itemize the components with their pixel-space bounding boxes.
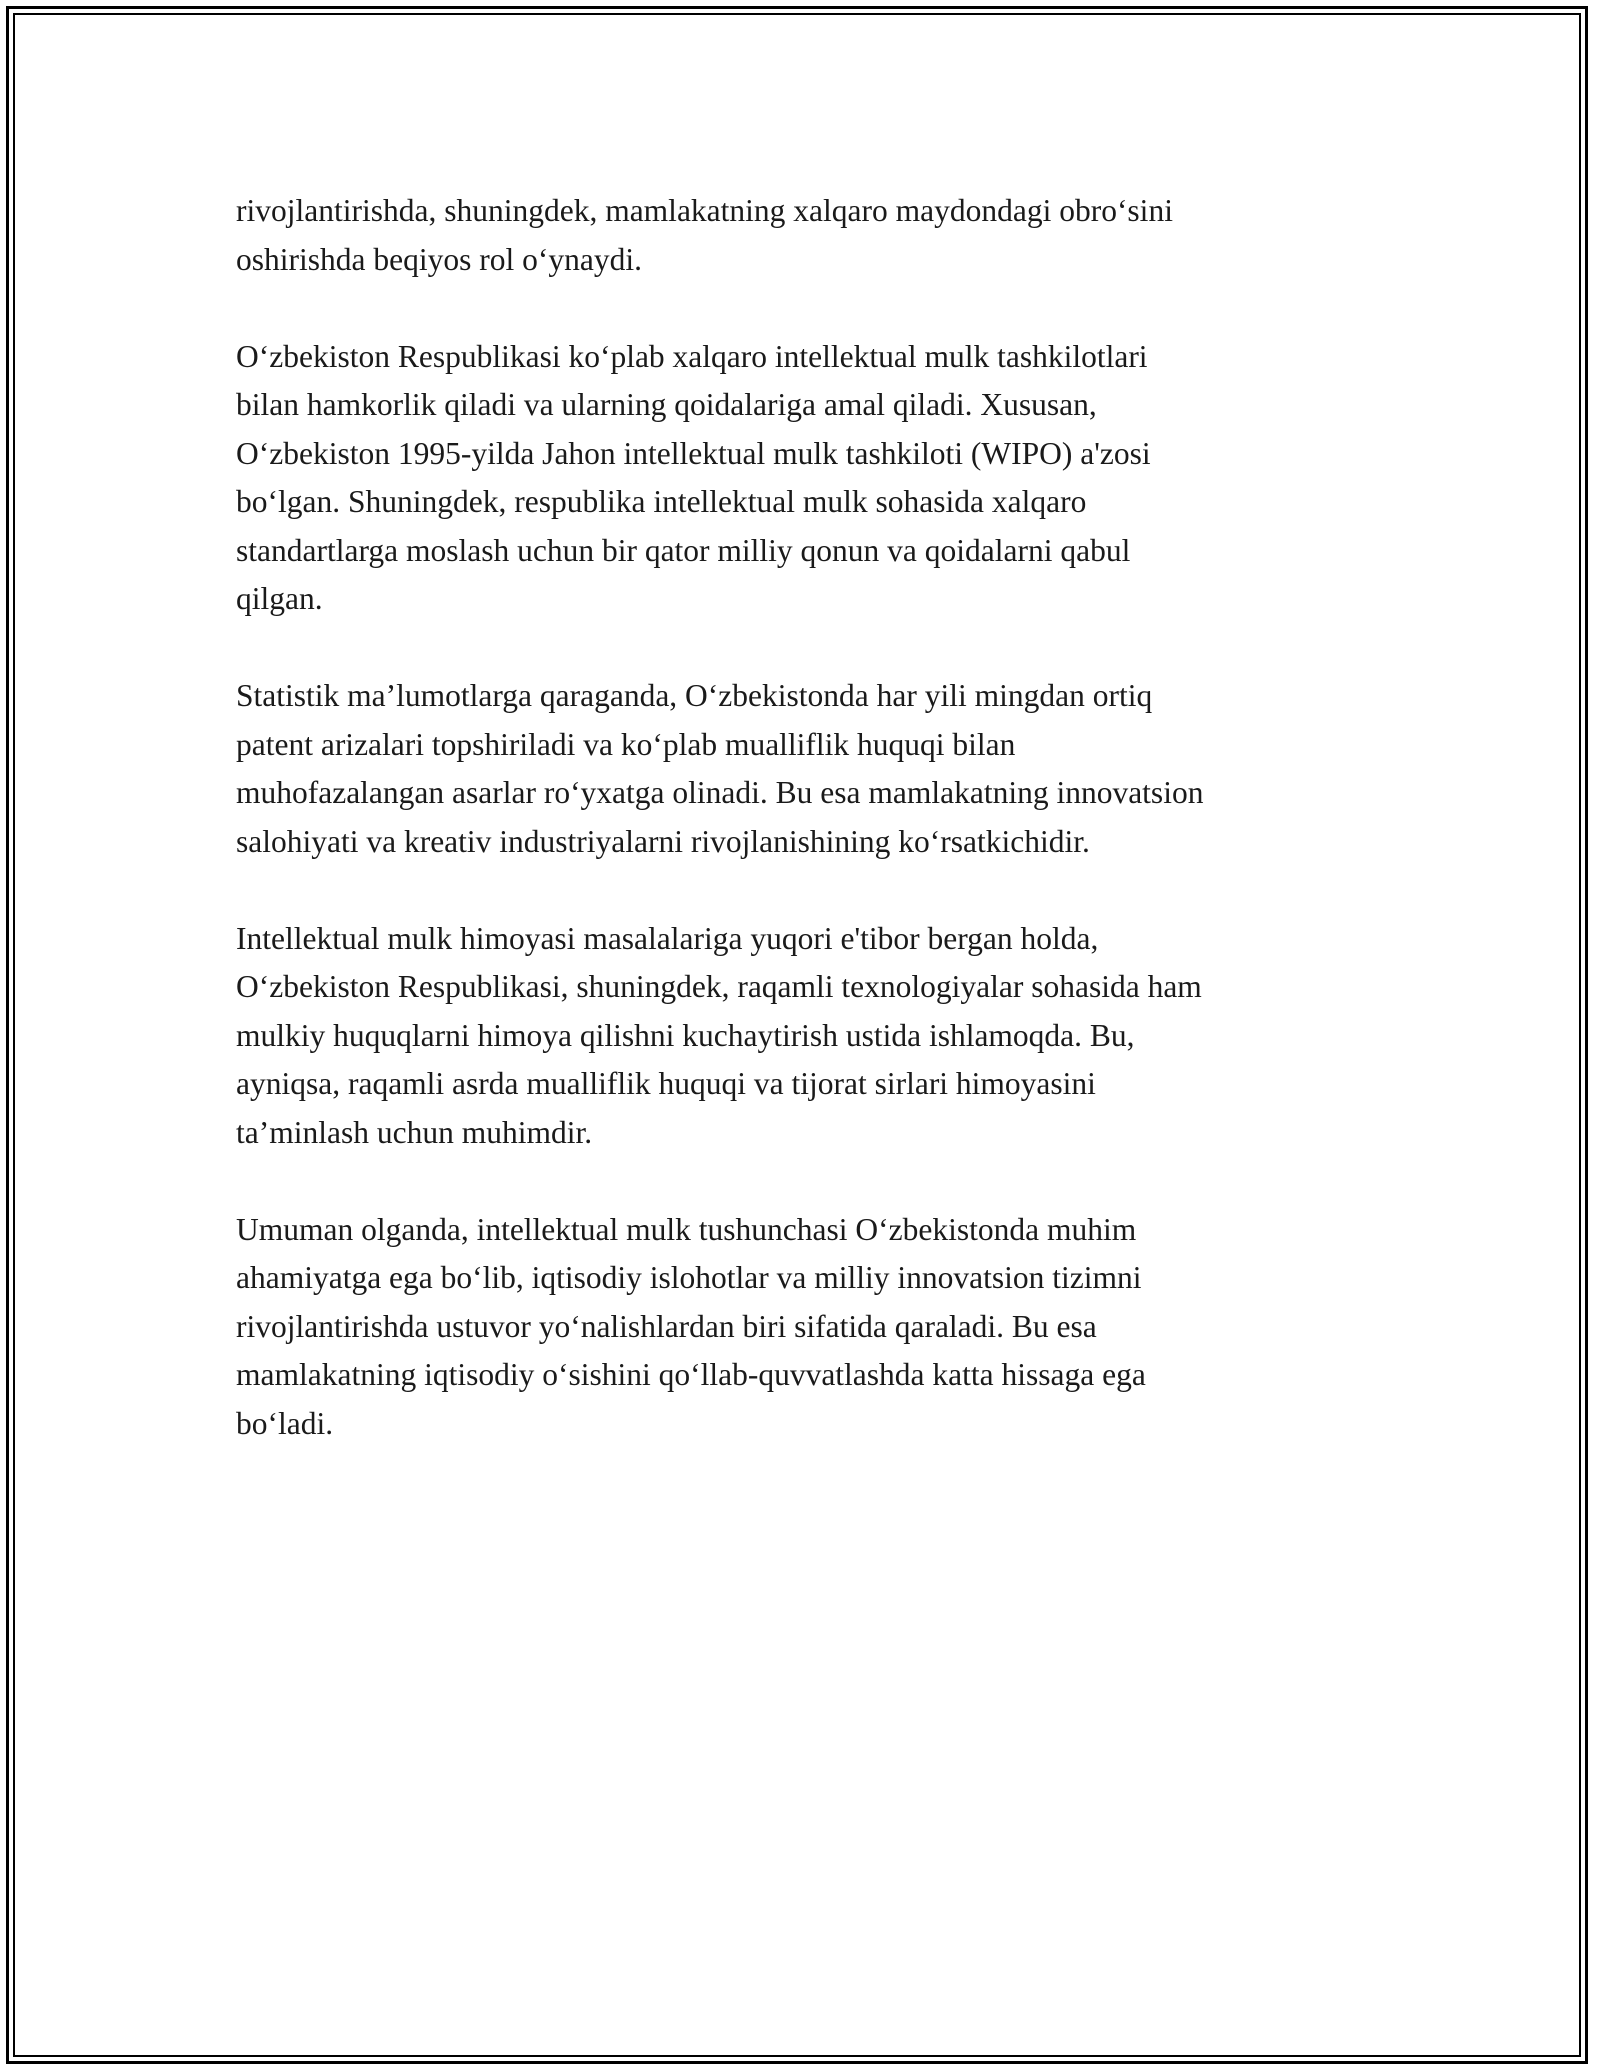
paragraph-4: Intellektual mulk himoyasi masalalariga yuqori e'tibor bergan holda, O‘zbekiston Respublikasi, shuningdek, raqamli texnologiyalar sohasida ham mulkiy huquqlarni himoya qilishni kuchaytirish ustida ishlamoqda. Bu, ayniqsa, raqamli asrda mualliflik huquqi va tijorat sirlari himoyasini ta’minlash uchun muhimdir. [236,920,1202,1150]
document-body [236,187,1366,1497]
paragraph-3: Statistik ma’lumotlarga qaraganda, O‘zbekistonda har yili mingdan ortiq patent arizalari topshiriladi va ko‘plab mualliflik huquqi bilan muhofazalangan asarlar ro‘yxatga olinadi. Bu esa mamlakatning innovatsion salohiyati va kreativ industriyalarni rivojlanishining ko‘rsatkichidir. [236,678,1204,859]
paragraph-2: O‘zbekiston Respublikasi ko‘plab xalqaro intellektual mulk tashkilotlari bilan hamkorlik qiladi va ularning qoidalariga amal qiladi. Xususan, O‘zbekiston 1995-yilda Jahon intellektual mulk tashkiloti (WIPO) a'zosi bo‘lgan. Shuningdek, respublika intellektual mulk sohasida xalqaro standartlarga moslash uchun bir qator milliy qonun va qoidalarni qabul qilgan. [236,338,1151,616]
paragraph-1: rivojlantirishda, shuningdek, mamlakatning xalqaro maydondagi obro‘sini oshirishda beqiyos rol o‘ynaydi. [236,193,1173,277]
paragraph-5: Umuman olganda, intellektual mulk tushunchasi O‘zbekistonda muhim ahamiyatga ega bo‘lib, iqtisodiy islohotlar va milliy innovatsion tizimni rivojlantirishda ustuvor yo‘nalishlardan biri sifatida qaraladi. Bu esa mamlakatning iqtisodiy o‘sishini qo‘llab-quvvatlashda katta hissaga ega bo‘ladi. [236,1211,1146,1441]
